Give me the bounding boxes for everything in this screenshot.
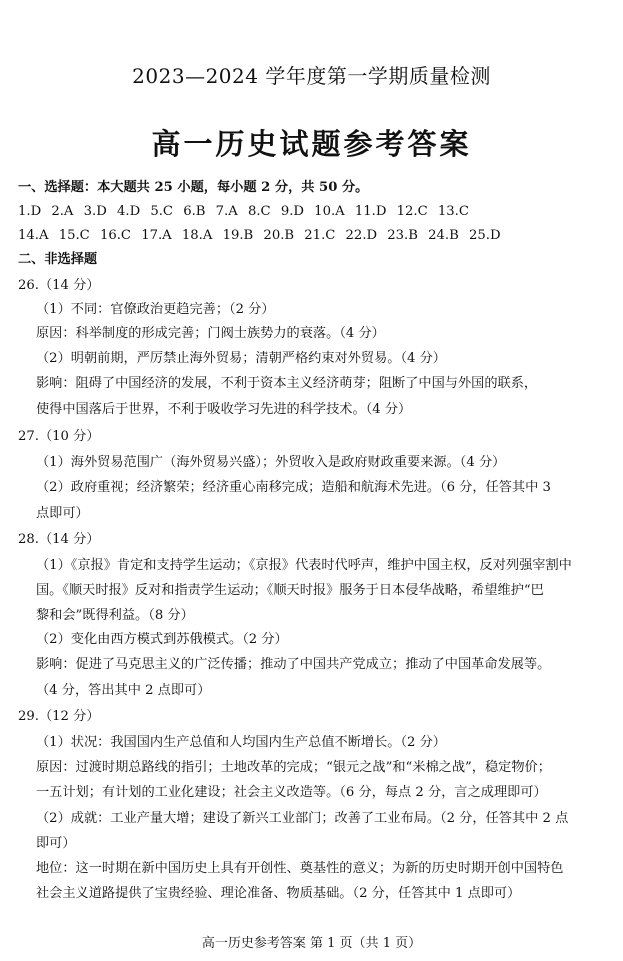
page-footer: 高一历史参考答案 第 1 页（共 1 页） <box>201 936 422 951</box>
q28-line: （1）《京报》肯定和支持学生运动；《京报》代表时代呼声，维护中国主权，反对列强宰割中 <box>36 558 572 573</box>
answers-row-1: 1.D 2.A 3.D 4.D 5.C 6.B 7.A 8.C 9.D 10.A 11.D 12.C 13.C <box>18 204 469 219</box>
answers-row-2: 14.A 15.C 16.C 17.A 18.A 19.B 20.B 21.C 22.D 23.B 24.B 25.D <box>18 228 501 243</box>
q28-line: 影响：促进了马克思主义的广泛传播；推动了中国共产党成立；推动了中国革命发展等。 <box>36 657 551 672</box>
q29-number: 29.（12 分） <box>18 709 100 724</box>
q26-line: 使得中国落后于世界，不利于吸收学习先进的科学技术。（4 分） <box>36 402 412 417</box>
q27-number: 27.（10 分） <box>18 429 100 444</box>
q27-line: （2）政府重视；经济繁荣；经济重心南移完成；造船和航海术先进。（6 分，任答其中 3 <box>36 480 551 495</box>
q28-number: 28.（14 分） <box>18 532 100 547</box>
q26-number: 26.（14 分） <box>18 278 100 293</box>
q28-line: 黎和会”既得利益。（8 分） <box>36 608 194 623</box>
q28-line: （2）变化由西方模式到苏俄模式。（2 分） <box>36 632 288 647</box>
q29-line: 即可） <box>36 836 76 851</box>
q29-line: 一五计划；有计划的工业化建设；社会主义改造等。（6 分，每点 2 分，言之成理即可） <box>36 785 547 800</box>
q28-line: （4 分，答出其中 2 点即可） <box>36 683 211 698</box>
q26-line: 原因：科举制度的形成完善；门阀士族势力的衰落。（4 分） <box>36 326 385 341</box>
exam-subtitle: 2023—2024 学年度第一学期质量检测 <box>132 64 491 88</box>
q29-line: 社会主义道路提供了宝贵经验、理论准备、物质基础。（2 分，任答其中 1 点即可） <box>36 886 521 901</box>
section2-heading: 二、非选择题 <box>18 252 98 267</box>
q29-line: （2）成就：工业产量大增；建设了新兴工业部门；改善了工业布局。（2 分，任答其中 2 点 <box>36 811 569 826</box>
q26-line: 影响：阻碍了中国经济的发展，不利于资本主义经济萌芽；阻断了中国与外国的联系， <box>36 376 538 391</box>
q26-line: （1）不同：官僚政治更趋完善；（2 分） <box>36 302 275 317</box>
section1-heading: 一、选择题：本大题共 25 小题，每小题 2 分，共 50 分。 <box>18 180 369 195</box>
page-title: 高一历史试题参考答案 <box>151 127 472 161</box>
q27-line: 点即可） <box>36 506 89 521</box>
q28-line: 国。《顺天时报》反对和指责学生运动；《顺天时报》服务于日本侵华战略，希望维护“巴 <box>36 583 544 598</box>
q29-line: 地位：这一时期在新中国历史上具有开创性、奠基性的意义；为新的历史时期开创中国特色 <box>36 861 564 876</box>
q27-line: （1）海外贸易范围广（海外贸易兴盛）；外贸收入是政府财政重要来源。（4 分） <box>36 455 506 470</box>
q29-line: 原因：过渡时期总路线的指引；土地改革的完成；“银元之战”和“米棉之战”，稳定物价； <box>36 760 551 775</box>
q29-line: （1）状况：我国国内生产总值和人均国内生产总值不断增长。（2 分） <box>36 735 446 750</box>
q26-line: （2）明朝前期，严厉禁止海外贸易；清朝严格约束对外贸易。（4 分） <box>36 351 446 366</box>
